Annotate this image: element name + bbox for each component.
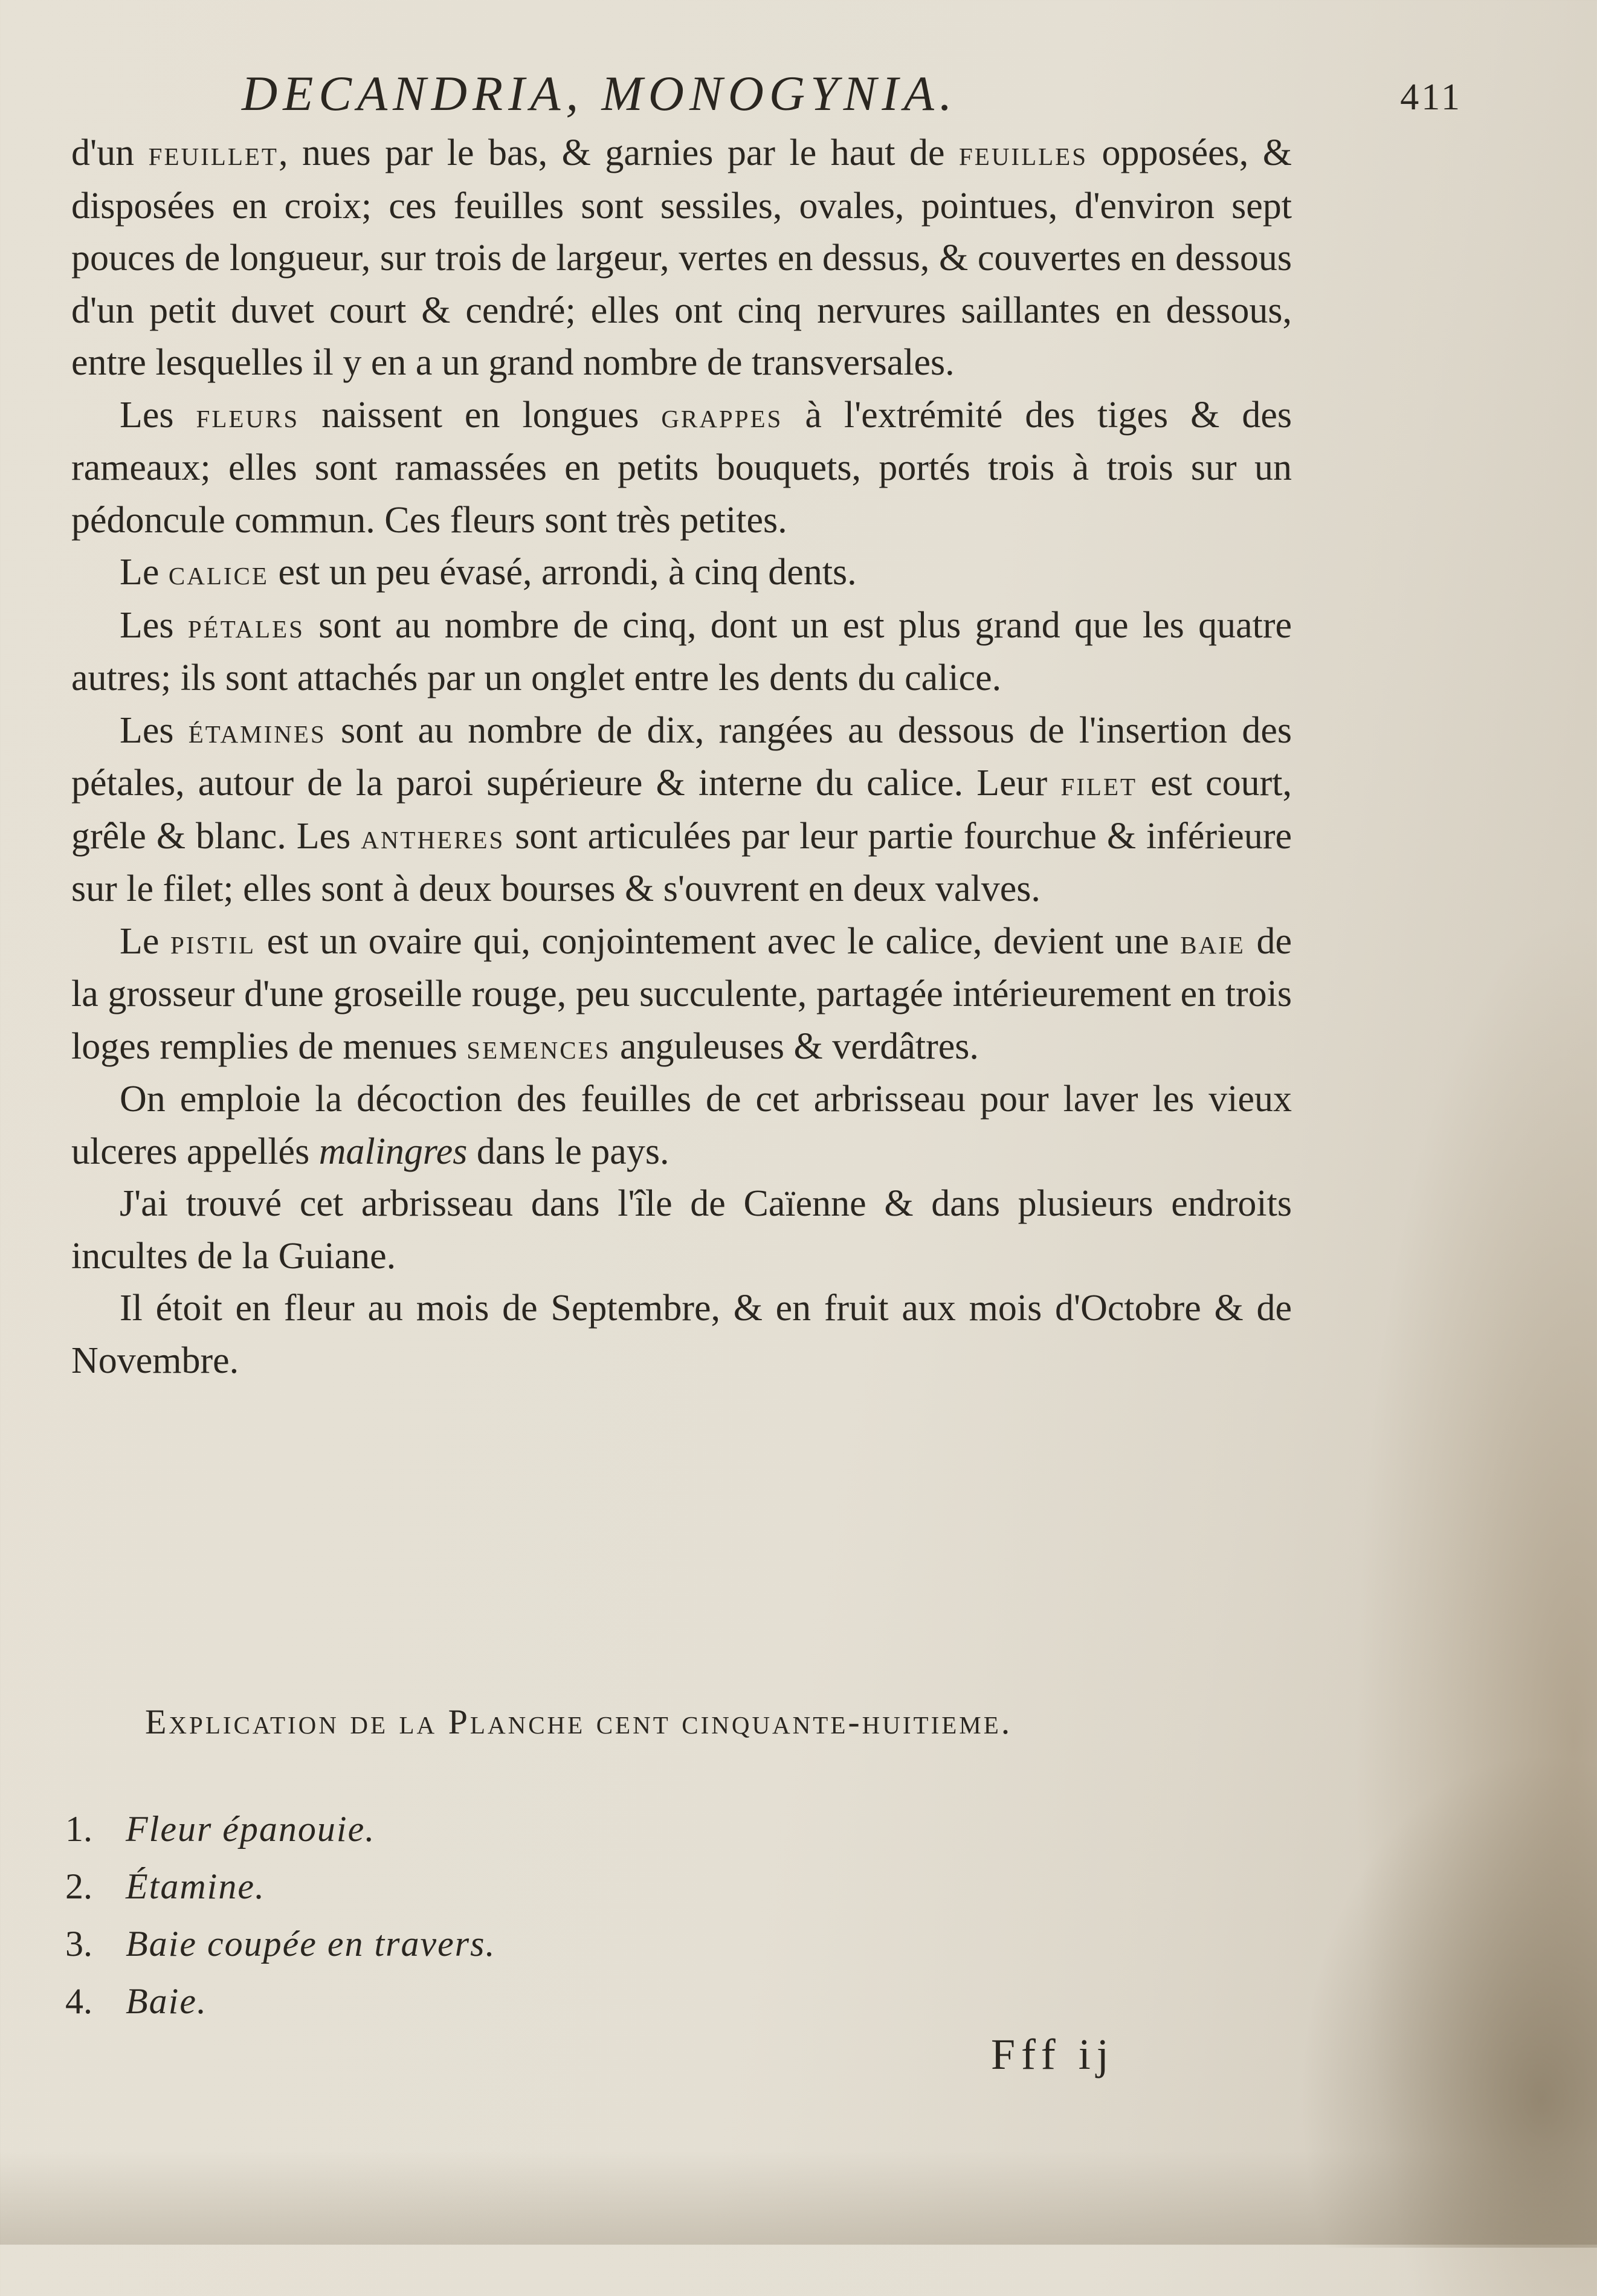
plate-explanation-heading: Explication de la Planche cent cinquante-huitieme. — [145, 1702, 1013, 1741]
text-run: est un peu évasé, arrondi, à cinq dents. — [268, 552, 857, 593]
text-run: Le — [120, 552, 169, 593]
body-text — [71, 127, 1292, 1387]
legend-number: 4. — [65, 1981, 92, 2021]
text-run: Le — [120, 920, 170, 962]
small-caps-term: feuillet — [148, 134, 279, 173]
legend-item — [65, 1858, 790, 1915]
small-caps-term: étamines — [188, 711, 326, 750]
paragraph — [71, 127, 1292, 389]
text-run: J'ai trouvé cet arbrisseau dans l'île de Caïenne & dans plusieurs endroits incultes de la Guiane. — [71, 1183, 1292, 1277]
text-run: sont articulées par leur partie fourchue & inférieure sur le filet; elles sont à deux bourses & s'ouvrent en deux valves. — [71, 815, 1292, 909]
paper-stain — [1353, 906, 1597, 2296]
italic-term: malingres — [318, 1130, 468, 1172]
small-caps-term: filet — [1060, 764, 1138, 803]
legend-text: Étamine. — [126, 1866, 265, 1906]
paragraph — [71, 599, 1292, 705]
paper-edge-shadow — [0, 2151, 1597, 2245]
text-run: de la grosseur d'une groseille rouge, peu succulente, partagée intérieurement en trois loges remplies de menues — [71, 920, 1292, 1067]
paragraph — [71, 1282, 1292, 1387]
paragraph — [71, 915, 1292, 1074]
legend-number: 3. — [65, 1924, 92, 1964]
text-run: sont au nombre de dix, rangées au dessous de l'insertion des pétales, autour de la paroi supérieure & interne du calice. Leur — [71, 709, 1292, 804]
running-title: DECANDRIA, MONOGYNIA. — [242, 66, 958, 121]
text-run: Les — [120, 709, 189, 751]
text-run: sont au nombre de cinq, dont un est plus grand que les quatre autres; ils sont attachés par un onglet entre les dents du calice. — [71, 604, 1292, 698]
text-run: , nues par le bas, & garnies par le haut de — [278, 132, 959, 173]
paragraph — [71, 389, 1292, 547]
paragraph — [71, 1178, 1292, 1282]
legend-item — [65, 1973, 790, 2030]
text-run: On emploie la décoction des feuilles de cet arbrisseau pour laver les vieux ulceres appellés — [71, 1079, 1292, 1172]
text-run: Les — [120, 604, 188, 646]
legend-item — [65, 1801, 790, 1858]
legend-number: 1. — [65, 1809, 92, 1849]
small-caps-term: pétales — [187, 605, 305, 645]
small-caps-term: baie — [1180, 921, 1245, 961]
paragraph — [71, 546, 1292, 599]
small-caps-term: semences — [466, 1027, 611, 1066]
paper-stain — [1299, 1752, 1597, 2248]
text-run: Il étoit en fleur au mois de Septembre, & en fruit aux mois d'Octobre & de Novembre. — [71, 1288, 1292, 1381]
small-caps-term: calice — [168, 553, 269, 592]
page-header — [242, 60, 1462, 127]
text-run: à l'extrémité des tiges & des rameaux; elles sont ramassées en petits bouquets, portés trois à trois sur un pédoncule commun. Ces fleurs sont très petites. — [71, 394, 1292, 541]
legend-item — [65, 1915, 790, 1973]
legend-text: Baie coupée en travers. — [126, 1924, 496, 1964]
small-caps-term: feuilles — [958, 134, 1088, 173]
plate-legend — [65, 1801, 790, 2030]
signature-mark: Fff ij — [991, 2030, 1115, 2078]
text-run: d'un — [71, 132, 149, 173]
legend-number: 2. — [65, 1866, 92, 1906]
small-caps-term: fleurs — [196, 395, 300, 435]
small-caps-term: pistil — [170, 921, 256, 961]
legend-text: Fleur épanouie. — [126, 1809, 376, 1849]
text-run: opposées, & disposées en croix; ces feuilles sont sessiles, ovales, pointues, d'environ sept pouces de longueur, sur trois de largeur, vertes en dessus, & couvertes en dessous d'un petit duvet court & cendré; elles ont cinq nervures saillantes en dessous, entre lesquelles il y en a un grand nombre de transversales. — [71, 132, 1292, 383]
legend-text: Baie. — [126, 1981, 207, 2021]
text-run: naissent en longues — [299, 394, 662, 436]
text-run: Les — [120, 394, 196, 436]
paragraph — [71, 705, 1292, 915]
text-run: anguleuses & verdâtres. — [610, 1025, 979, 1067]
text-run: est court, grêle & blanc. Les — [71, 763, 1292, 857]
small-caps-term: antheres — [361, 816, 505, 856]
small-caps-term: grappes — [661, 395, 783, 435]
page-number: 411 — [1400, 77, 1462, 118]
text-run: est un ovaire qui, conjointement avec le calice, devient une — [256, 920, 1181, 962]
text-run: dans le pays. — [467, 1130, 669, 1172]
paragraph — [71, 1073, 1292, 1178]
